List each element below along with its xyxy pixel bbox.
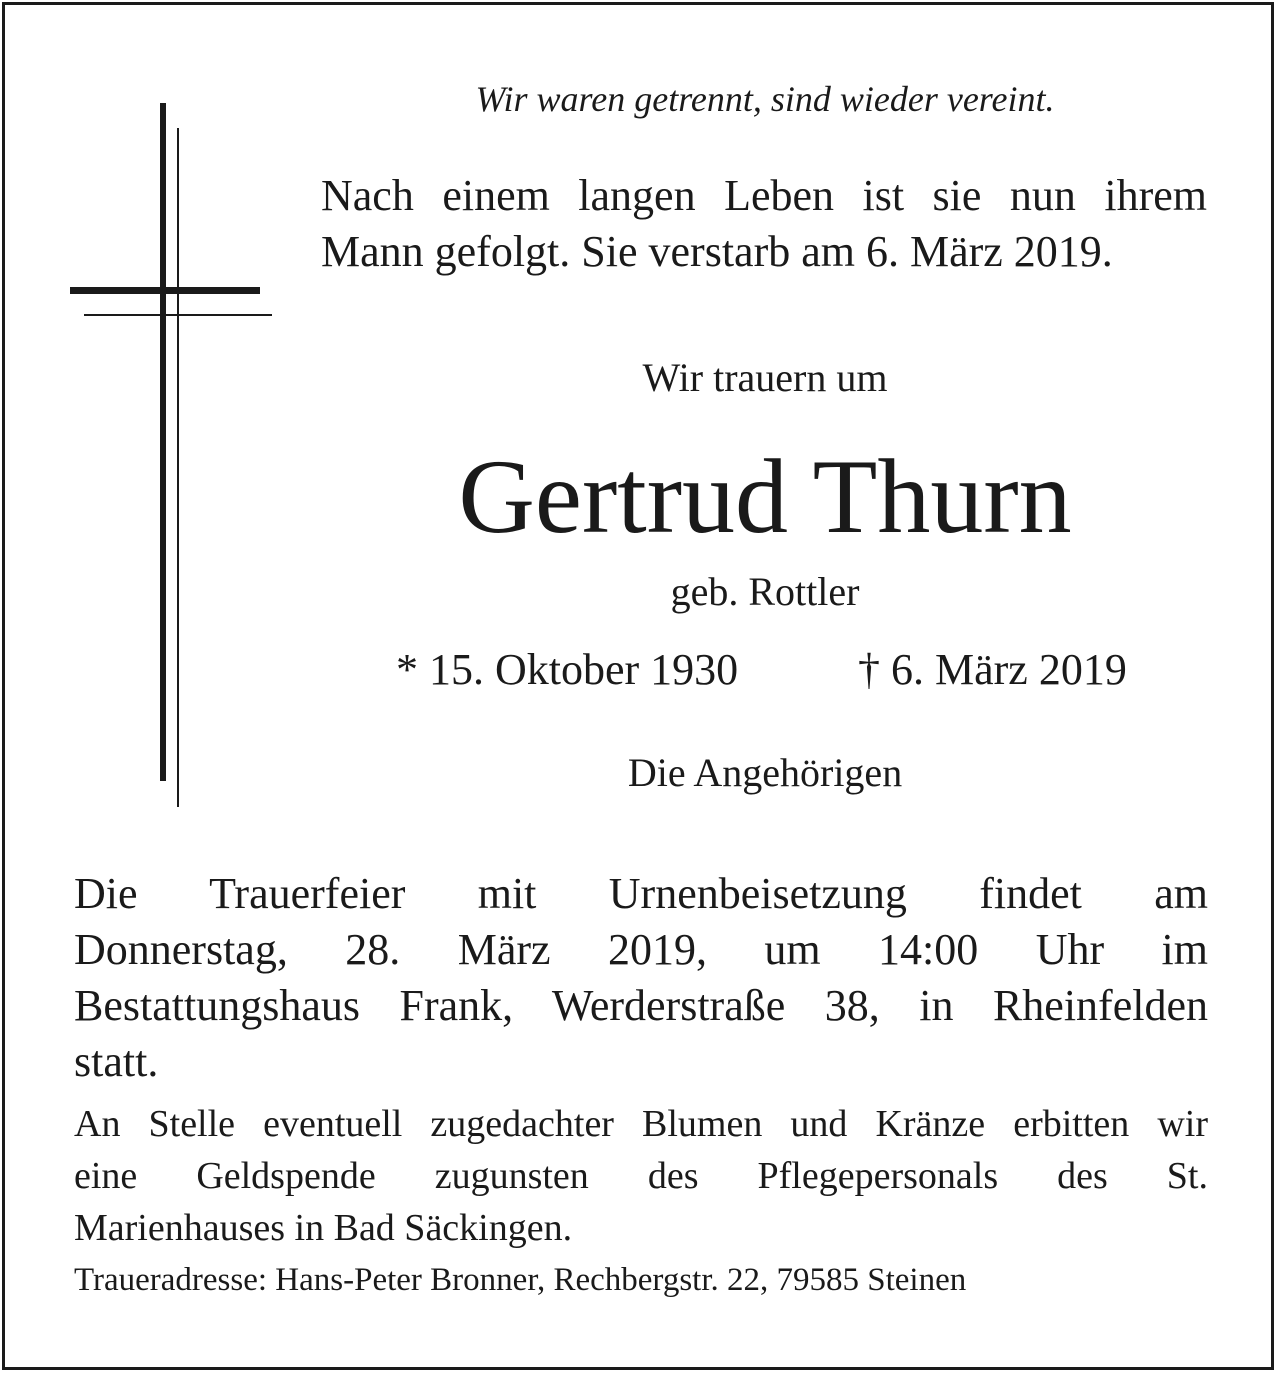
motto: Wir waren getrennt, sind wieder vereint. [475,79,1055,119]
signature: Die Angehörigen [627,750,903,795]
donation-line: eine Geldspende zugunsten des Pflegepersonals des St. [74,1155,1208,1197]
donation-paragraph [74,1098,1208,1254]
service-paragraph [74,866,1208,1090]
cross-horizontal-bar [70,287,260,294]
mourning-text: Wir trauern um [642,355,888,400]
intro-line: Nach einem langen Leben ist sie nun ihrem [321,171,1207,220]
mourning-address: Traueradresse: Hans-Peter Bronner, Rechbergstr. 22, 79585 Steinen [74,1262,967,1298]
service-line: Donnerstag, 28. März 2019, um 14:00 Uhr im [74,925,1208,974]
death-date: † 6. März 2019 [858,645,1127,694]
donation-line: An Stelle eventuell zugedachter Blumen und Kränze erbitten wir [74,1103,1208,1145]
cross-vertical-line [177,128,179,807]
intro-text [321,168,1207,280]
service-line: statt. [74,1037,159,1086]
service-line: Die Trauerfeier mit Urnenbeisetzung findet am [74,869,1208,918]
intro-line: Mann gefolgt. Sie verstarb am 6. März 2019. [321,227,1113,276]
deceased-name: Gertrud Thurn [458,438,1072,555]
birth-date: * 15. Oktober 1930 [396,645,739,694]
service-line: Bestattungshaus Frank, Werderstraße 38, in Rheinfelden [74,981,1208,1030]
maiden-name: geb. Rottler [670,569,860,614]
donation-line: Marienhauses in Bad Säckingen. [74,1207,573,1249]
cross-vertical-bar [160,103,166,781]
cross-horizontal-line [84,314,272,316]
